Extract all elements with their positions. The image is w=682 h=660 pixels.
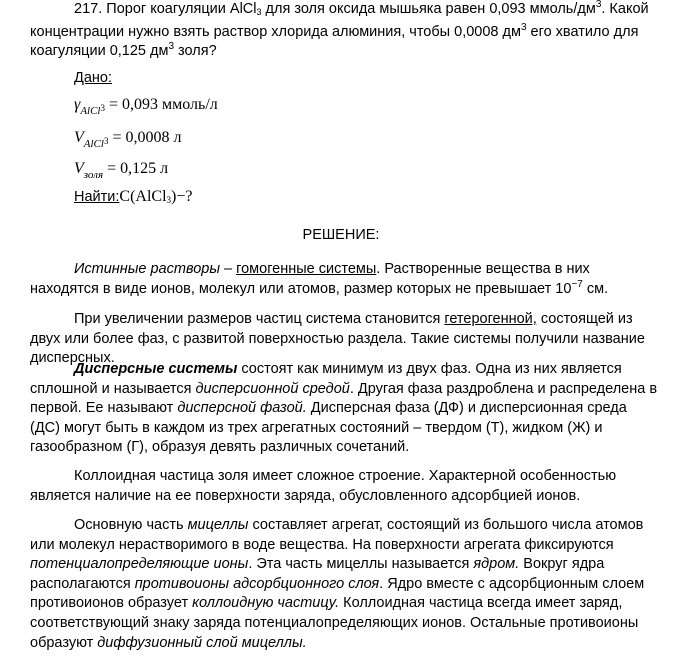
paragraph-true-solutions: Истинные растворы – гомогенные системы. Растворенные вещества в них находятся в виде ионов, молекул или атомов, размер которых не превышает $10^{-7}$ см. <box>30 261 609 297</box>
paragraph-colloid-particle: Коллоидная частица золя имеет сложное строение. Характерной особенностью является наличие на ее поверхности заряда, обусловленного адсорбцией ионов. <box>30 468 617 504</box>
problem-statement: 217. Порог коагуляции AlCl$_3$ для золя оксида мышьяка равен 0,093 ммоль/$дм^3$. Какой концентрации нужно взять раствор хлорида алюминия, чтобы 0,0008 $дм^3$ его хватило для коагуляции 0,125 $дм^3$ золя? <box>30 0 649 60</box>
given-volume-alcl3: $V_{AlCl}3 = 0,0008$ л <box>74 129 182 150</box>
given-volume-sol: $V_{золя} = 0,125$ л <box>74 160 169 181</box>
solution-heading: РЕШЕНИЕ: <box>302 227 380 243</box>
problem-number: 217. <box>74 1 103 17</box>
given-threshold: $\gamma_{AlCl}3 = 0,093$ ммоль/л <box>74 96 218 117</box>
find-line: Найти:С(AlCl3)−? <box>74 188 193 205</box>
paragraph-micelle: Основную часть мицеллы составляет агрегат, состоящий из большого числа атомов или молекул нерастворимого в воде вещества. На поверхности агрегата фиксируются потенциалопределяющие ионы. Эта часть мицеллы называется ядром. Вокруг ядра располагаются противоионы адсорбционного слоя. Ядро вместе с адсорбционным слоем противоионов образует коллоидную частицу. Коллоидная частица всегда имеет заряд, соответствующий знаку заряда потенциалопределяющих ионов. Остальные противоионы образуют диффузионный слой мицеллы. <box>30 517 645 651</box>
paragraph-heterogeneous: При увеличении размеров частиц система становится гетерогенной, состоящей из двух или более фаз, с развитой поверхностью раздела. Такие системы получили название дисперсных. <box>30 311 645 367</box>
paragraph-disperse-systems: Дисперсные системы состоят как минимум из двух фаз. Одна из них является сплошной и называется дисперсионной средой. Другая фаза раздроблена и распределена в первой. Ее называют дисперсной фазой. Дисперсная фаза (ДФ) и дисперсионная среда (ДС) могут быть в каждом из трех агрегатных состояний – твердом (Т), жидком (Ж) и газообразном (Г), образуя девять различных сочетаний. <box>30 361 658 456</box>
given-label: Дано: <box>74 70 112 86</box>
